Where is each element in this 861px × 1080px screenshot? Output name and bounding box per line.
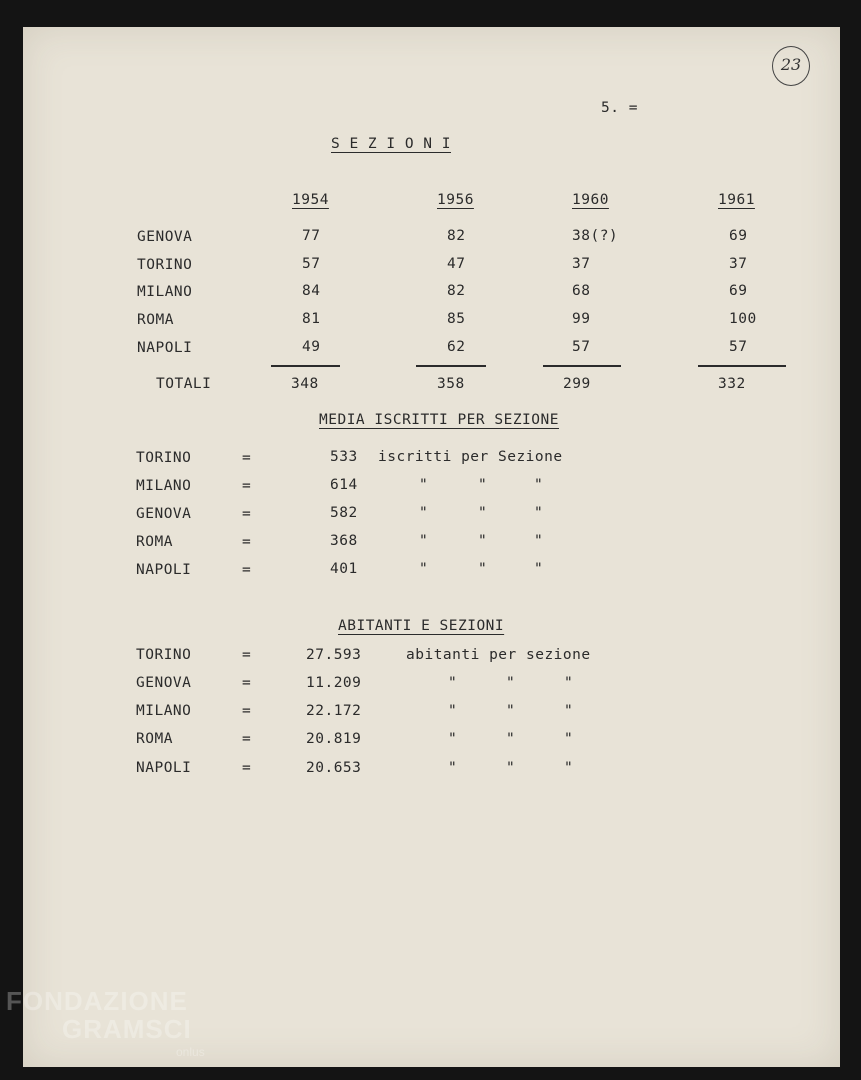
- media-value: 533: [330, 449, 358, 465]
- table-cell: 62: [447, 339, 466, 355]
- city-label: ROMA: [137, 312, 174, 328]
- city-label: NAPOLI: [136, 760, 192, 776]
- watermark-line3: onlus: [176, 1045, 205, 1059]
- table-cell: 38(?): [572, 228, 619, 244]
- city-label: MILANO: [136, 703, 192, 719]
- year-header: 1956: [437, 192, 474, 208]
- ditto-mark: ": [478, 477, 488, 493]
- unit-label: abitanti per sezione: [406, 647, 591, 663]
- ditto-mark: ": [478, 505, 488, 521]
- table-cell: 49: [302, 339, 321, 355]
- abitanti-value: 20.819: [306, 731, 362, 747]
- ditto-mark: ": [506, 675, 516, 691]
- media-value: 368: [330, 533, 358, 549]
- table-cell: 37: [729, 256, 748, 272]
- ditto-mark: ": [534, 533, 544, 549]
- table-cell: 81: [302, 311, 321, 327]
- ditto-mark: ": [478, 533, 488, 549]
- city-label: GENOVA: [136, 675, 192, 691]
- table-cell: 57: [302, 256, 321, 272]
- ditto-mark: ": [564, 703, 574, 719]
- city-label: TORINO: [136, 647, 192, 663]
- city-label: TORINO: [136, 450, 192, 466]
- ditto-mark: ": [448, 675, 458, 691]
- table-cell: 37: [572, 256, 591, 272]
- watermark-line2: GRAMSCI: [62, 1014, 192, 1044]
- sum-rule: [416, 365, 486, 367]
- media-value: 401: [330, 561, 358, 577]
- table-cell: 85: [447, 311, 466, 327]
- city-label: TORINO: [137, 257, 193, 273]
- table-cell: 69: [729, 283, 748, 299]
- sezioni-title: S E Z I O N I: [331, 136, 451, 152]
- ditto-mark: ": [478, 561, 488, 577]
- sum-rule: [271, 365, 340, 367]
- year-header: 1961: [718, 192, 755, 208]
- ditto-mark: ": [506, 731, 516, 747]
- ditto-mark: ": [448, 760, 458, 776]
- ditto-mark: ": [419, 533, 429, 549]
- year-header: 1954: [292, 192, 329, 208]
- table-cell: 57: [572, 339, 591, 355]
- ditto-mark: ": [506, 760, 516, 776]
- city-label: GENOVA: [137, 229, 193, 245]
- ditto-mark: ": [419, 477, 429, 493]
- equals-sign: =: [242, 760, 252, 776]
- city-label: NAPOLI: [137, 340, 193, 356]
- ditto-mark: ": [564, 760, 574, 776]
- table-cell: 57: [729, 339, 748, 355]
- table-cell: 82: [447, 228, 466, 244]
- ditto-mark: ": [534, 505, 544, 521]
- abitanti-value: 22.172: [306, 703, 362, 719]
- equals-sign: =: [242, 703, 252, 719]
- table-cell: 84: [302, 283, 321, 299]
- table-cell: 69: [729, 228, 748, 244]
- ditto-mark: ": [448, 731, 458, 747]
- watermark-line1: FONDAZIONE: [6, 986, 188, 1016]
- year-header: 1960: [572, 192, 609, 208]
- total-cell: 332: [718, 376, 746, 392]
- table-cell: 68: [572, 283, 591, 299]
- equals-sign: =: [242, 731, 252, 747]
- city-label: ROMA: [136, 731, 173, 747]
- totals-label: TOTALI: [156, 376, 212, 392]
- equals-sign: =: [242, 506, 252, 522]
- total-cell: 358: [437, 376, 465, 392]
- abitanti-title: ABITANTI E SEZIONI: [338, 618, 505, 634]
- city-label: ROMA: [136, 534, 173, 550]
- sum-rule: [543, 365, 621, 367]
- ditto-mark: ": [534, 477, 544, 493]
- abitanti-value: 20.653: [306, 760, 362, 776]
- media-title: MEDIA ISCRITTI PER SEZIONE: [319, 412, 559, 428]
- ditto-mark: ": [419, 561, 429, 577]
- abitanti-value: 11.209: [306, 675, 362, 691]
- total-cell: 348: [291, 376, 319, 392]
- ditto-mark: ": [564, 731, 574, 747]
- ditto-mark: ": [506, 703, 516, 719]
- city-label: MILANO: [136, 478, 192, 494]
- media-value: 582: [330, 505, 358, 521]
- ditto-mark: ": [534, 561, 544, 577]
- table-cell: 47: [447, 256, 466, 272]
- city-label: MILANO: [137, 284, 193, 300]
- city-label: NAPOLI: [136, 562, 192, 578]
- table-cell: 82: [447, 283, 466, 299]
- sum-rule: [698, 365, 786, 367]
- media-value: 614: [330, 477, 358, 493]
- table-cell: 77: [302, 228, 321, 244]
- ditto-mark: ": [564, 675, 574, 691]
- table-cell: 100: [729, 311, 757, 327]
- equals-sign: =: [242, 647, 252, 663]
- equals-sign: =: [242, 534, 252, 550]
- table-cell: 99: [572, 311, 591, 327]
- city-label: GENOVA: [136, 506, 192, 522]
- total-cell: 299: [563, 376, 591, 392]
- abitanti-value: 27.593: [306, 647, 362, 663]
- unit-label: iscritti per Sezione: [378, 449, 563, 465]
- equals-sign: =: [242, 450, 252, 466]
- equals-sign: =: [242, 675, 252, 691]
- equals-sign: =: [242, 562, 252, 578]
- page-marker: 5. =: [601, 100, 638, 116]
- ditto-mark: ": [448, 703, 458, 719]
- handwritten-page-number: 23: [772, 46, 810, 86]
- ditto-mark: ": [419, 505, 429, 521]
- equals-sign: =: [242, 478, 252, 494]
